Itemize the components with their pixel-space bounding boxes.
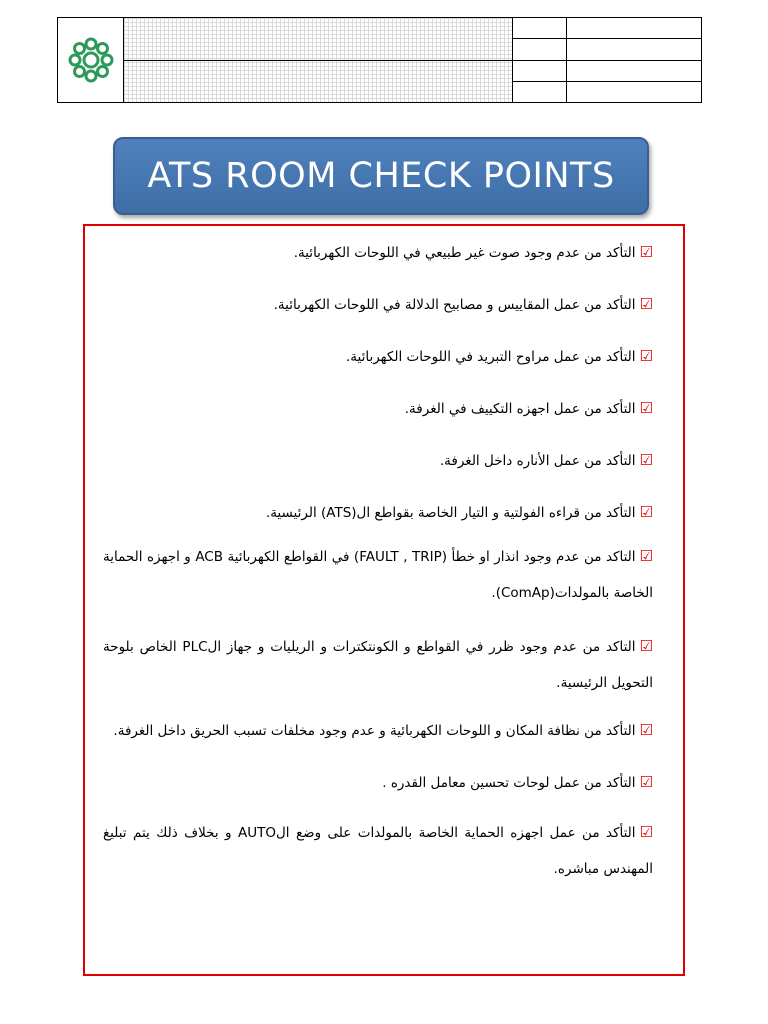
- title-banner: [113, 137, 649, 215]
- checklist-item: [346, 338, 653, 375]
- header-right-cell: [567, 82, 701, 102]
- header-small-column: [513, 18, 567, 102]
- checklist-item-text: التأكد من قراءه الفولتية و التيار الخاصة بقواطع ال(ATS) الرئيسية.: [265, 505, 636, 521]
- checkbox-icon: ☑: [639, 399, 653, 417]
- checklist-item-text: التأكد من عمل اجهزه التكييف في الغرفة.: [404, 401, 636, 417]
- checklist-item-text: التاكد من عدم وجود ظرر في القواطع و الكونتكترات و الريليات و جهاز الPLC الخاص بلوحة التحويل الرئيسية.: [103, 639, 653, 691]
- header-right-cell: [567, 39, 701, 60]
- checklist-item: [103, 538, 653, 611]
- header-grid-row: [124, 18, 512, 61]
- header-small-cell: [513, 82, 566, 102]
- page-title: ATS ROOM CHECK POINTS: [147, 156, 615, 196]
- checkbox-icon: ☑: [639, 773, 653, 791]
- checkbox-icon: ☑: [639, 347, 653, 365]
- checkbox-icon: ☑: [639, 721, 653, 739]
- checklist-item: [266, 494, 653, 531]
- checklist-item-text: التأكد من عمل المقاييس و مصابيح الدلالة في اللوحات الكهربائية.: [273, 297, 636, 313]
- checkbox-icon: ☑: [639, 637, 653, 655]
- checkbox-icon: ☑: [639, 451, 653, 469]
- checklist-item-text: التأكد من نظافة المكان و اللوحات الكهربائية و عدم وجود مخلفات تسبب الحريق داخل الغرفة.: [113, 723, 636, 739]
- checklist-box: [83, 224, 685, 976]
- checklist-item-text: التأكد من عمل مراوح التبريد في اللوحات الكهربائية.: [345, 349, 636, 365]
- checklist-item: [103, 628, 653, 701]
- checklist-item: [405, 390, 653, 427]
- logo-cell: [58, 18, 124, 102]
- header-right-cell: [567, 18, 701, 39]
- checklist-item-text: التأكد من عمل لوحات تحسين معامل القدره .: [382, 775, 636, 791]
- checkbox-icon: ☑: [639, 243, 653, 261]
- header-small-cell: [513, 18, 566, 39]
- header-grid: [124, 18, 513, 102]
- checklist-item: [113, 712, 653, 749]
- header-small-cell: [513, 39, 566, 60]
- checkbox-icon: ☑: [639, 295, 653, 313]
- checklist-item-text: التأكد من عمل الأناره داخل الغرفة.: [439, 453, 636, 469]
- checkbox-icon: ☑: [639, 503, 653, 521]
- checklist-item-text: التأكد من عدم وجود صوت غير طبيعي في اللوحات الكهربائية.: [293, 245, 636, 261]
- header-right-column: [567, 18, 701, 102]
- checklist-item: [274, 286, 653, 323]
- checklist-item: [294, 234, 653, 271]
- checklist-item: [440, 442, 653, 479]
- header-right-cell: [567, 61, 701, 82]
- organization-logo: [65, 34, 117, 86]
- header-table: [57, 17, 702, 103]
- checklist-item: [103, 814, 653, 887]
- header-grid-row: [124, 61, 512, 103]
- header-small-cell: [513, 61, 566, 82]
- checkbox-icon: ☑: [639, 823, 653, 841]
- checklist-item-text: التأكد من عمل اجهزه الحماية الخاصة بالمولدات على وضع الAUTO و بخلاف ذلك يتم تبليغ المهندس مباشره.: [103, 825, 653, 877]
- checkbox-icon: ☑: [639, 547, 653, 565]
- checklist-item: [382, 764, 653, 801]
- checklist-item-text: التاكد من عدم وجود انذار او خطأ (FAULT , TRIP) في القواطع الكهربائية ACB و اجهزه الحماية الخاصة بالمولدات(ComAp).: [103, 549, 653, 601]
